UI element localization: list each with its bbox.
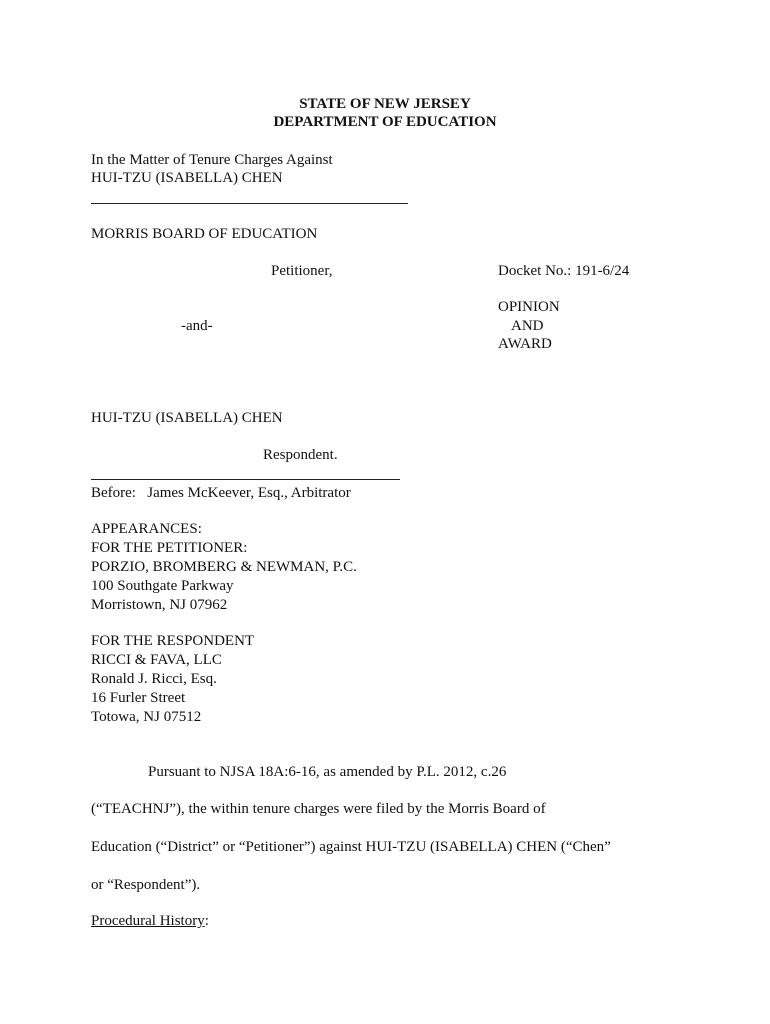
- petitioner-address-street: 100 Southgate Parkway: [91, 578, 234, 594]
- caption-divider-bottom: [91, 479, 400, 480]
- matter-line-1: In the Matter of Tenure Charges Against: [91, 152, 333, 168]
- doc-type-line-2: AND: [511, 318, 544, 334]
- doc-type-line-1: OPINION: [498, 299, 560, 315]
- and-separator: -and-: [181, 318, 213, 334]
- respondent-address-street: 16 Furler Street: [91, 690, 186, 706]
- department-heading: DEPARTMENT OF EDUCATION: [273, 114, 497, 130]
- body-line-4: or “Respondent”).: [91, 877, 201, 893]
- petitioner-name: MORRIS BOARD OF EDUCATION: [91, 226, 318, 242]
- state-heading: STATE OF NEW JERSEY: [299, 96, 471, 112]
- arbitrator-line: Before: James McKeever, Esq., Arbitrator: [91, 485, 351, 501]
- respondent-name: HUI-TZU (ISABELLA) CHEN: [91, 410, 283, 426]
- appearances-heading: APPEARANCES:: [91, 521, 202, 537]
- doc-type-line-3: AWARD: [498, 336, 552, 352]
- section-heading: [91, 912, 209, 930]
- body-line-2: (“TEACHNJ”), the within tenure charges were filed by the Morris Board of: [91, 801, 546, 817]
- caption-divider-top: [91, 203, 408, 204]
- petitioner-address-city: Morristown, NJ 07962: [91, 597, 228, 613]
- petitioner-counsel-label: FOR THE PETITIONER:: [91, 540, 248, 556]
- section-heading-text: Procedural History: [91, 913, 205, 929]
- respondent-firm: RICCI & FAVA, LLC: [91, 652, 222, 668]
- docket-number: Docket No.: 191-6/24: [498, 263, 630, 279]
- body-line-3: Education (“District” or “Petitioner”) against HUI-TZU (ISABELLA) CHEN (“Chen”: [91, 839, 611, 855]
- matter-line-2: HUI-TZU (ISABELLA) CHEN: [91, 170, 283, 186]
- section-heading-colon: :: [204, 913, 209, 929]
- body-line-1: Pursuant to NJSA 18A:6-16, as amended by P.L. 2012, c.26: [148, 764, 507, 780]
- petitioner-firm: PORZIO, BROMBERG & NEWMAN, P.C.: [91, 559, 357, 575]
- respondent-role: Respondent.: [263, 447, 338, 463]
- respondent-address-city: Totowa, NJ 07512: [91, 709, 202, 725]
- respondent-attorney: Ronald J. Ricci, Esq.: [91, 671, 217, 687]
- respondent-counsel-label: FOR THE RESPONDENT: [91, 633, 255, 649]
- petitioner-role: Petitioner,: [271, 263, 333, 279]
